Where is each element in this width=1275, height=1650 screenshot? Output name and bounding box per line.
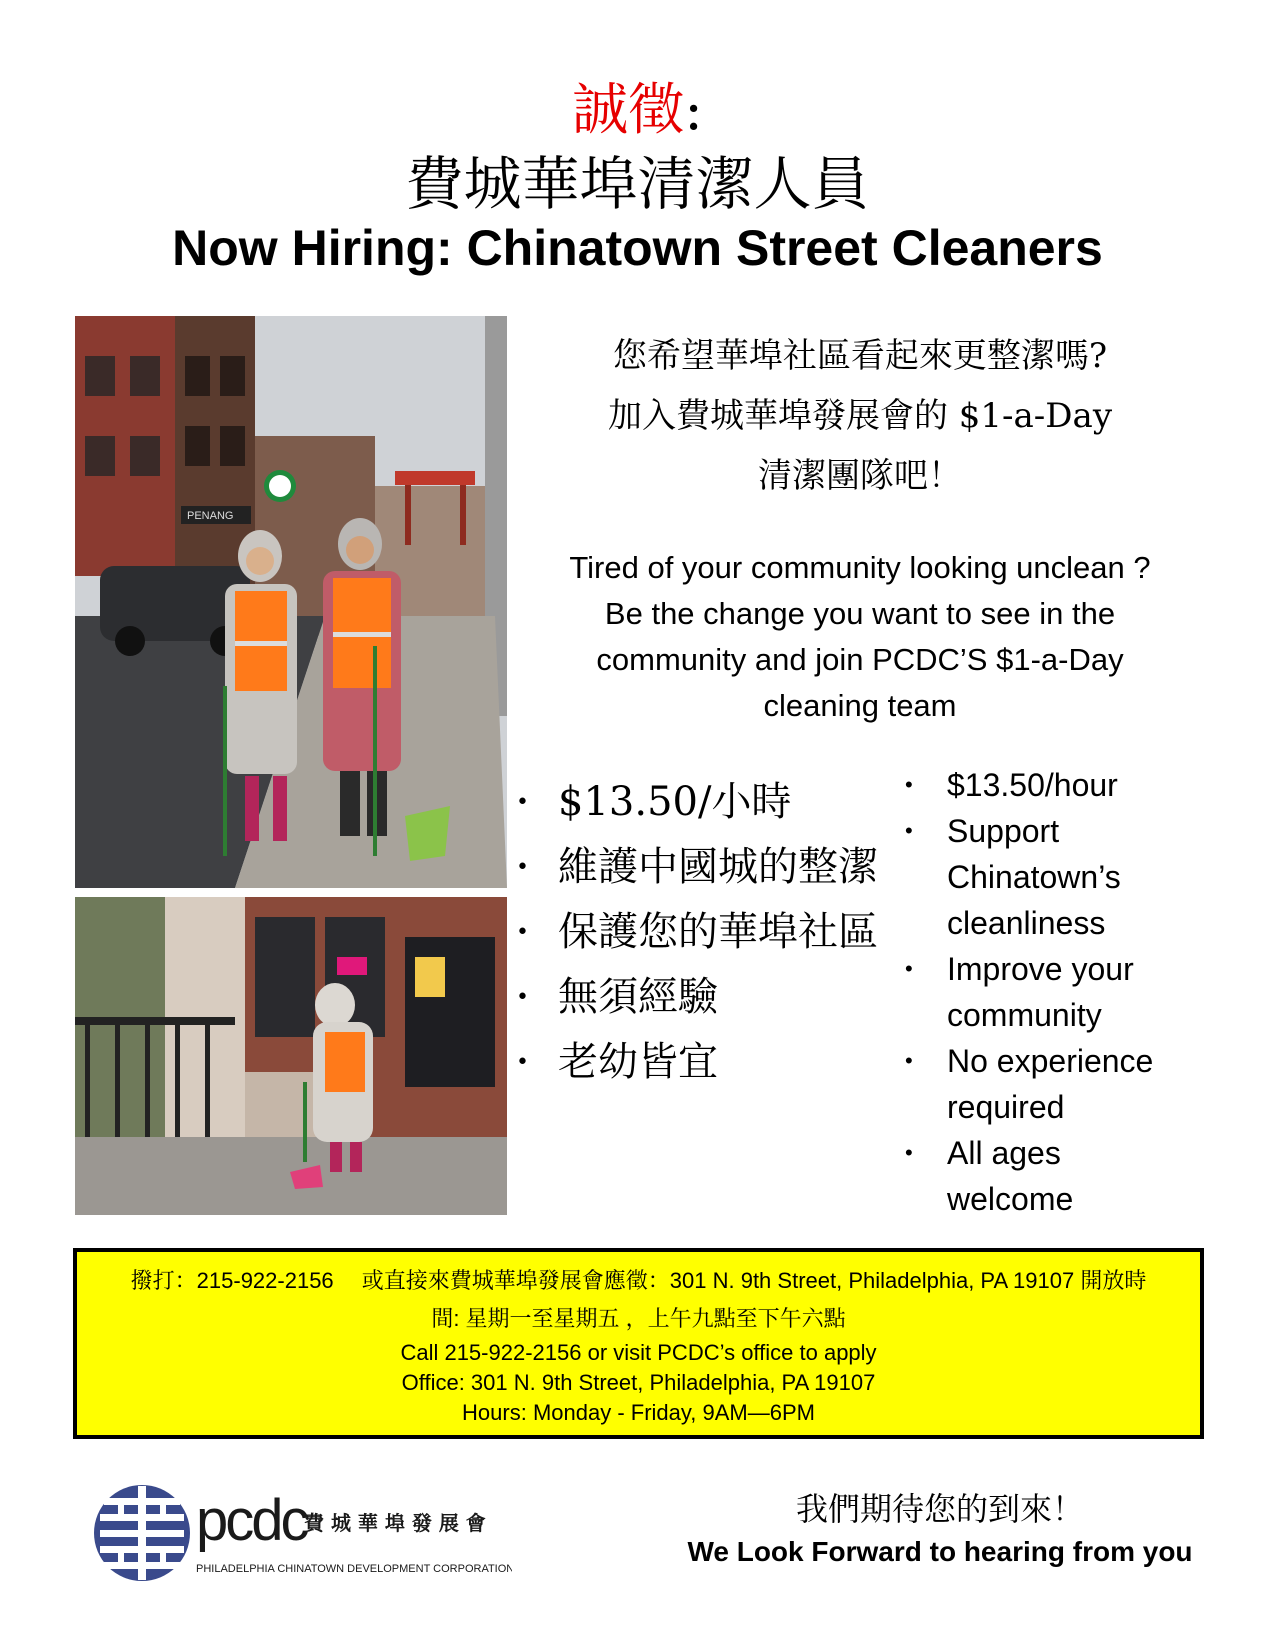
intro-en-line-4: cleaning team	[763, 688, 957, 723]
intro-en-line-1: Tired of your community looking unclean ?	[569, 550, 1151, 585]
photo-street-cleaners	[75, 316, 507, 888]
benefit-zh-text: 無須經驗	[558, 974, 718, 1020]
benefit-zh-item	[516, 835, 896, 900]
intro-zh-line-1: 您希望華埠社區看起來更整潔嗎?	[612, 336, 1108, 376]
pcdc-name-en: PHILADELPHIA CHINATOWN DEVELOPMENT CORPORATION	[196, 1563, 512, 1575]
bullet-dot: •	[516, 920, 529, 945]
contact-en-line-2: Office: 301 N. 9th Street, Philadelphia, PA 19107	[401, 1370, 876, 1395]
benefit-en-text: required	[947, 1089, 1065, 1125]
benefit-en-text: Chinatown’s	[947, 859, 1121, 895]
pcdc-wordmark: pcdc	[196, 1488, 307, 1553]
benefit-en-text: cleanliness	[947, 905, 1106, 941]
intro-zh-line-2: 加入費城華埠發展會的 $1-a-Day	[607, 396, 1113, 436]
contact-en-line-1: Call 215-922-2156 or visit PCDC’s office to apply	[400, 1340, 877, 1365]
closing-zh: 我們期待您的到來！	[795, 1490, 1084, 1528]
bullet-dot: •	[905, 1048, 913, 1073]
title-colon: :	[684, 78, 703, 143]
bullet-dot: •	[516, 790, 529, 815]
benefit-en-text: All ages	[947, 1135, 1061, 1171]
benefit-en-item	[905, 762, 1235, 808]
benefit-en-text: $13.50/hour	[947, 767, 1118, 803]
bullet-dot: •	[905, 1140, 913, 1165]
benefit-zh-text: 老幼皆宜	[558, 1039, 718, 1085]
benefit-en-text: community	[947, 997, 1102, 1033]
benefit-en-item	[905, 1130, 1235, 1222]
benefit-zh-item	[516, 1030, 896, 1095]
benefit-en-item	[905, 808, 1235, 946]
pcdc-emblem-icon	[94, 1485, 190, 1581]
benefits-list-en	[905, 762, 1235, 1222]
title-en: Now Hiring: Chinatown Street Cleaners	[172, 220, 1103, 276]
closing-en: We Look Forward to hearing from you	[687, 1536, 1193, 1567]
intro-en-line-3: community and join PCDC’S $1-a-Day	[596, 642, 1124, 677]
pcdc-name-zh: 費 城 華 埠 發 展 會	[304, 1511, 486, 1535]
benefit-zh-text: $13.50/小時	[558, 779, 792, 825]
intro-en-line-2: Be the change you want to see in the	[604, 596, 1116, 631]
benefit-zh-item	[516, 900, 896, 965]
title-hiring-zh	[0, 78, 1275, 144]
benefit-zh-item	[516, 770, 896, 835]
benefit-en-text: welcome	[947, 1181, 1074, 1217]
pcdc-logo	[92, 1478, 512, 1588]
benefit-en-item	[905, 946, 1235, 1038]
benefit-en-text: No experience	[947, 1043, 1154, 1079]
contact-zh-line-2: 間: 星期一至星期五 ，上午九點至下午六點	[431, 1306, 846, 1331]
bullet-dot: •	[516, 1050, 529, 1075]
bullet-dot: •	[905, 772, 913, 797]
contact-info-box	[73, 1248, 1204, 1439]
photo-worker-sweeping	[75, 897, 507, 1215]
contact-en-line-3: Hours: Monday - Friday, 9AM—6PM	[462, 1400, 815, 1425]
bullet-dot: •	[516, 855, 529, 880]
benefits-list-zh	[516, 770, 896, 1095]
title-hiring-zh-red: 誠徵	[572, 78, 685, 143]
contact-zh-line-1: 撥打：215-922-2156 或直接來費城華埠發展會應徵：301 N. 9th Street, Philadelphia, PA 19107 開放時	[130, 1268, 1147, 1293]
benefit-en-text: Improve your	[947, 951, 1134, 987]
benefit-en-item	[905, 1038, 1235, 1130]
benefit-zh-text: 維護中國城的整潔	[558, 844, 878, 890]
bullet-dot: •	[905, 818, 913, 843]
penang-sign: PENANG	[187, 510, 234, 522]
bullet-dot: •	[905, 956, 913, 981]
intro-zh-line-3: 清潔團隊吧！	[758, 456, 962, 496]
benefit-zh-item	[516, 965, 896, 1030]
benefit-en-text: Support	[947, 813, 1060, 849]
benefit-zh-text: 保護您的華埠社區	[558, 909, 878, 955]
title-position-zh: 費城華埠清潔人員	[405, 150, 870, 218]
bullet-dot: •	[516, 985, 529, 1010]
